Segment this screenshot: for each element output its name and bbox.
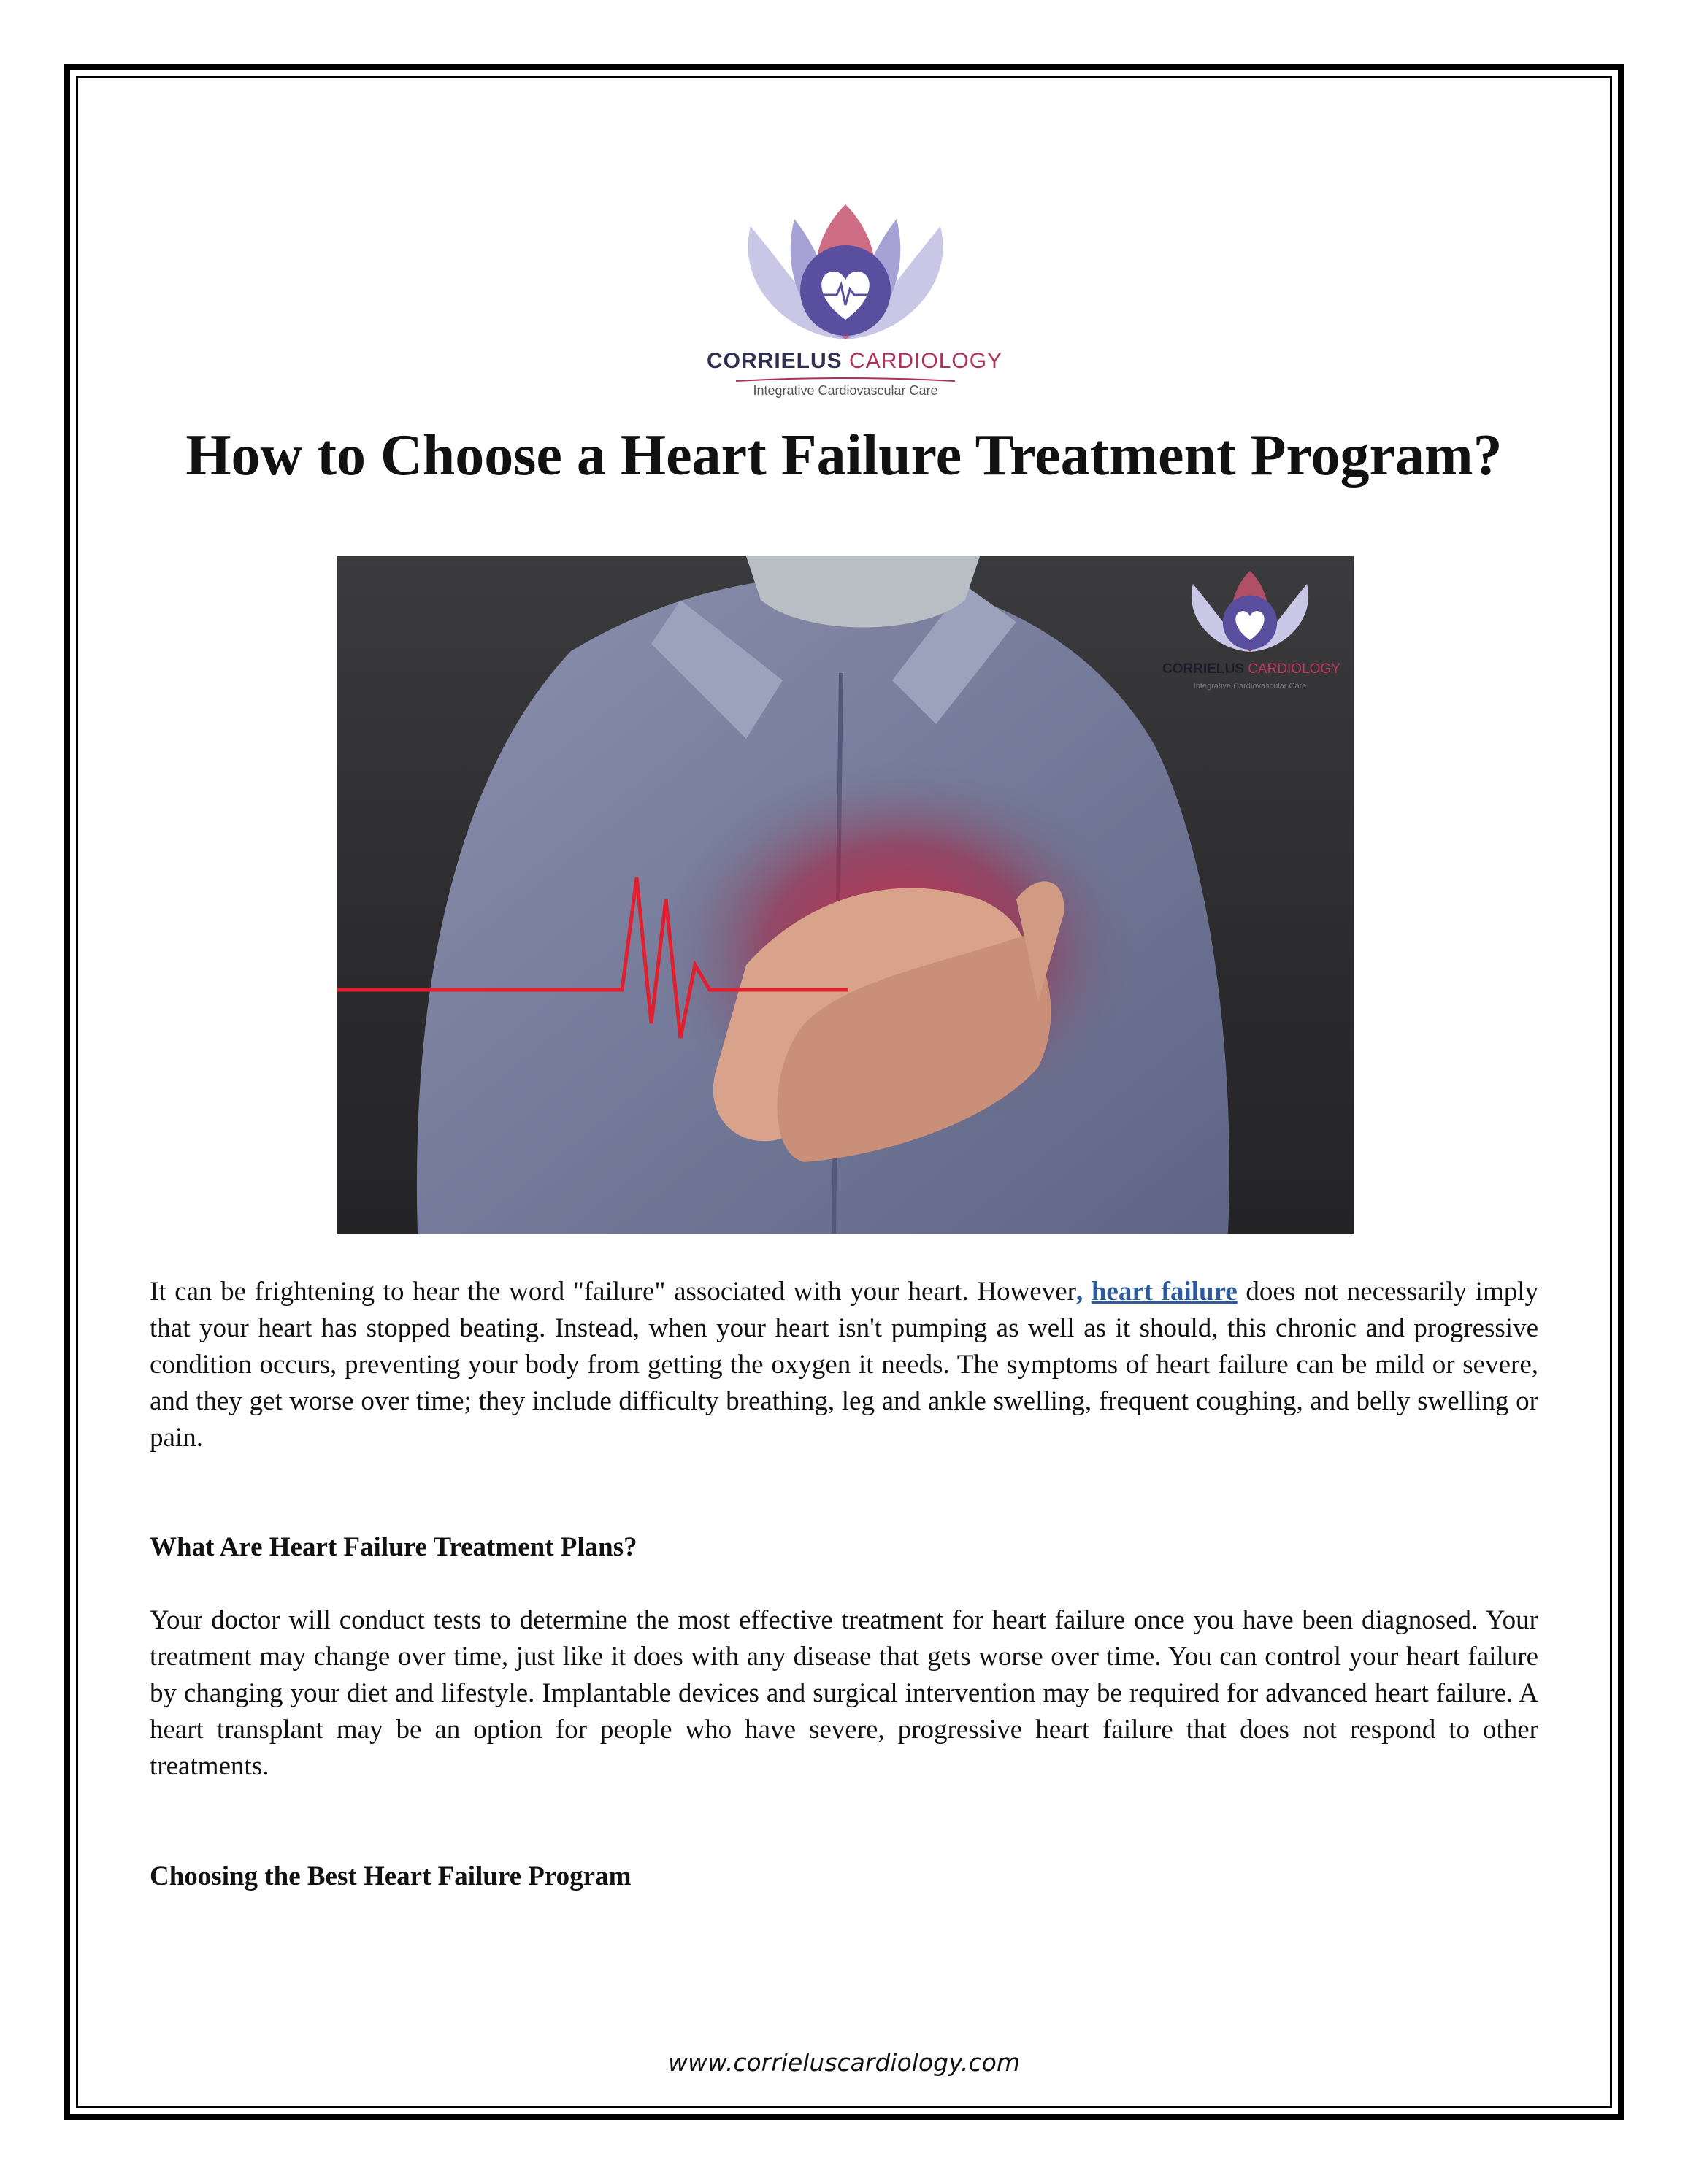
hero-image bbox=[337, 556, 1354, 1234]
brand-logo bbox=[707, 204, 1003, 409]
intro-paragraph bbox=[150, 1274, 1538, 1456]
watermark-wordmark bbox=[1162, 661, 1338, 677]
intro-text-end: does not necessarily imply that your heart has stopped beating. Instead, when your heart isn't pumping as well as it should, this chronic and progressive condition occurs, preventing your body from getting the oxygen it needs. The symptoms of heart failure can be mild or severe, and they get worse over time; they include difficulty breathing, leg and ankle swelling, frequent coughing, and belly swelling or pain. bbox=[150, 1277, 1539, 1453]
section-heading-treatment-plans: What Are Heart Failure Treatment Plans? bbox=[150, 1532, 637, 1562]
logo-name-part2: CARDIOLOGY bbox=[849, 349, 1003, 373]
lotus-heart-icon bbox=[707, 204, 984, 350]
intro-text-start: It can be frightening to hear the word "failure" associated with your heart. However bbox=[150, 1277, 1076, 1307]
hero-watermark-logo bbox=[1162, 571, 1338, 695]
intro-link-comma: , bbox=[1075, 1277, 1092, 1307]
logo-underline bbox=[736, 377, 955, 382]
page-title: How to Choose a Heart Failure Treatment Program? bbox=[185, 423, 1503, 488]
treatment-plans-paragraph: Your doctor will conduct tests to determine the most effective treatment for heart failure once you have been diagnosed. Your treatment may change over time, just like it does with any disease that gets worse over time. You can control your heart failure by changing your diet and lifestyle. Implantable devices and surgical intervention may be required for advanced heart failure. A heart transplant may be an option for people who have severe, progressive heart failure that does not respond to other treatments. bbox=[150, 1605, 1538, 1781]
footer-url[interactable]: www.corrieluscardiology.com bbox=[667, 2048, 1021, 2077]
watermark-tagline: Integrative Cardiovascular Care bbox=[1193, 682, 1307, 691]
heart-failure-link[interactable]: heart failure bbox=[1091, 1277, 1238, 1307]
logo-wordmark bbox=[707, 349, 1003, 374]
watermark-name-part2: CARDIOLOGY bbox=[1248, 661, 1340, 677]
watermark-name-part1: CORRIELUS bbox=[1162, 661, 1244, 677]
watermark-lotus-icon bbox=[1162, 571, 1338, 658]
logo-tagline: Integrative Cardiovascular Care bbox=[753, 383, 938, 398]
section-heading-choosing-program: Choosing the Best Heart Failure Program bbox=[150, 1861, 632, 1891]
logo-name-part1: CORRIELUS bbox=[707, 349, 843, 373]
